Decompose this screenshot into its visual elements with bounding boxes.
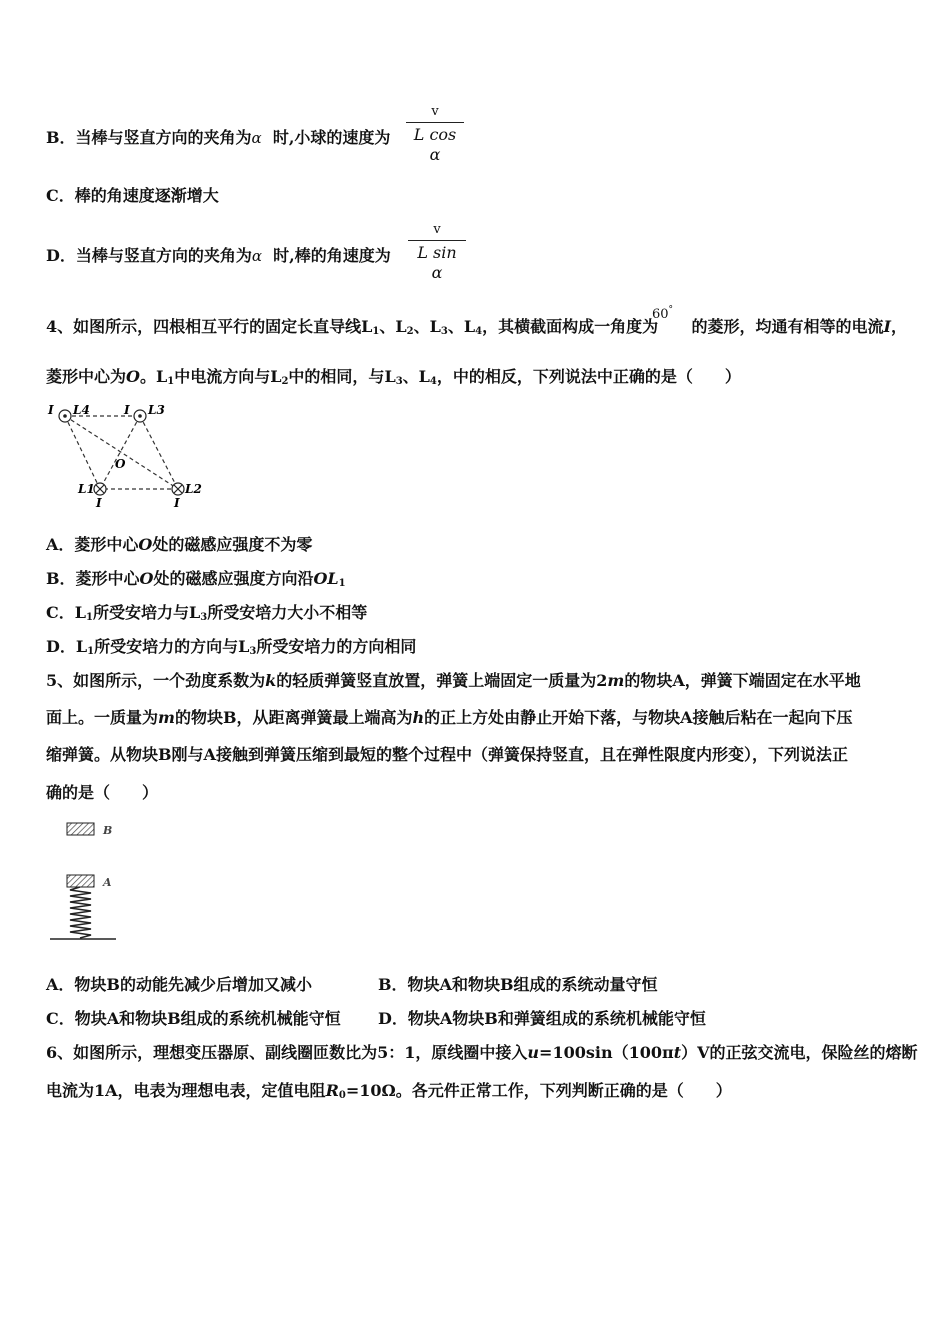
q3-b-fraction: v L cos α bbox=[406, 104, 464, 165]
svg-text:L3: L3 bbox=[148, 403, 165, 417]
q3-option-b: B．当棒与竖直方向的夹角为α 时,小球的速度为 bbox=[46, 128, 391, 147]
q5-stem-line4: 确的是（ ） bbox=[46, 783, 159, 802]
q4-option-d: D．$L_1$所受安培力的方向与$L_3$所受安培力的方向相同 bbox=[46, 637, 417, 657]
wire-l1 bbox=[94, 483, 106, 495]
q5-option-a: A．物块B的动能先减少后增加又减小 bbox=[46, 975, 312, 994]
svg-text:I: I bbox=[174, 496, 180, 510]
q4-stem-line2: 菱形中心为O。$L_1$中电流方向与$L_2$中的相同，与$L_3$、$L_4$，中的相反，下列说法中正确的是（ ） bbox=[46, 367, 741, 387]
svg-text:I: I bbox=[48, 403, 54, 417]
q3-d-fraction: v L sin α bbox=[408, 222, 466, 283]
dot-out-icon bbox=[63, 414, 67, 418]
block-a bbox=[67, 875, 94, 887]
dot-out-icon bbox=[138, 414, 142, 418]
q3-option-d: D．当棒与竖直方向的夹角为α 时,棒的角速度为 bbox=[46, 246, 391, 265]
svg-text:L1: L1 bbox=[78, 482, 95, 496]
q6-stem-line1: 6、如图所示，理想变压器原、副线圈匝数比为5：1，原线圈中接入u=100sin（100πt）V的正弦交流电，保险丝的熔断 bbox=[46, 1043, 918, 1062]
svg-text:I: I bbox=[96, 496, 102, 510]
alpha-symbol: α bbox=[251, 247, 263, 265]
svg-text:L2: L2 bbox=[185, 482, 202, 496]
svg-text:A: A bbox=[103, 876, 112, 889]
q4-option-c: C．$L_1$所受安培力与$L_3$所受安培力大小不相等 bbox=[46, 603, 368, 623]
block-b bbox=[67, 823, 94, 835]
q5-stem-line2: 面上。一质量为m的物块B，从距离弹簧最上端高为h的正上方处由静止开始下落，与物块A接触后粘在一起向下压 bbox=[46, 708, 853, 727]
q4-option-a: A．菱形中心O处的磁感应强度不为零 bbox=[46, 535, 313, 554]
q4-rhombus-figure bbox=[44, 400, 209, 510]
q5-stem-line1: 5、如图所示，一个劲度系数为k的轻质弹簧竖直放置，弹簧上端固定一质量为2m的物块A，弹簧下端固定在水平地 bbox=[46, 671, 861, 690]
angle-60: 60° bbox=[652, 305, 674, 322]
q4-stem-line1: 4、如图所示，四根相互平行的固定长直导线$L_1$、$L_2$、$L_3$、$L_4$，其横截面构成一角度为 的菱形，均通有相等的电流I， bbox=[46, 317, 908, 337]
q5-option-d: D．物块A物块B和弹簧组成的系统机械能守恒 bbox=[378, 1009, 706, 1028]
svg-text:O: O bbox=[115, 457, 126, 471]
svg-text:B: B bbox=[103, 824, 113, 837]
spring bbox=[70, 887, 91, 938]
q4-option-b: B．菱形中心O处的磁感应强度方向沿$OL_1$ bbox=[46, 569, 346, 589]
alpha-symbol: α bbox=[251, 129, 262, 147]
q5-spring-figure bbox=[48, 818, 123, 946]
q5-option-c: C．物块A和物块B组成的系统机械能守恒 bbox=[46, 1009, 341, 1028]
q3-option-c: C．棒的角速度逐渐增大 bbox=[46, 186, 219, 205]
q5-stem-line3: 缩弹簧。从物块B刚与A接触到弹簧压缩到最短的整个过程中（弹簧保持竖直，且在弹性限度内形变），下列说法正 bbox=[46, 745, 848, 764]
q6-stem-line2: 电流为1A，电表为理想电表，定值电阻$R_0=10\Omega$。各元件正常工作，下列判断正确的是（ ） bbox=[46, 1081, 732, 1101]
wire-l2 bbox=[172, 483, 184, 495]
svg-text:I: I bbox=[124, 403, 130, 417]
svg-text:L4: L4 bbox=[73, 403, 90, 417]
q5-option-b: B．物块A和物块B组成的系统动量守恒 bbox=[378, 975, 658, 994]
